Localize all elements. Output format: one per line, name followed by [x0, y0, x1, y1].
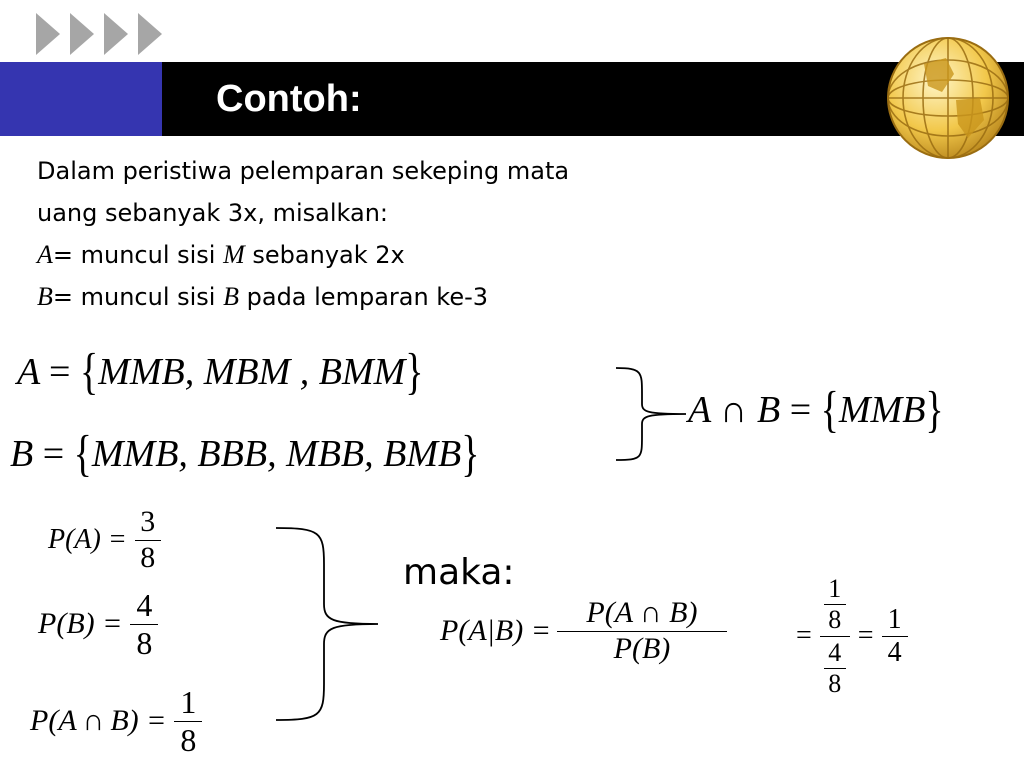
result-value [796, 574, 908, 699]
intersection-lhs-a: A [688, 389, 711, 431]
result-equals-1: = [796, 620, 812, 652]
right-brace-sets [612, 364, 688, 464]
intersection-symbol: ∩ [720, 389, 748, 431]
prob-b [38, 587, 158, 662]
complex-top-numerator: 1 [828, 574, 842, 603]
set-a-equation [17, 343, 424, 401]
prob-b-lhs: P(B) = [38, 607, 123, 641]
intersection-lhs-b: B [756, 389, 781, 431]
definition-a-symbol: M [223, 240, 245, 269]
conditional-numerator [586, 596, 697, 631]
final-numerator: 1 [887, 603, 902, 635]
set-a-close-brace: } [405, 343, 424, 401]
prob-a-lhs: P(A) = [48, 524, 127, 555]
prob-ab-numerator: 1 [180, 684, 197, 720]
chevron-right-icon [138, 13, 162, 55]
conditional-num-end: B) [669, 596, 698, 629]
intersection-elements: MMB [838, 389, 926, 431]
intro-line-2: uang sebanyak 3x, misalkan: [37, 199, 388, 227]
prob-ab-lhs-end: B) = [110, 704, 167, 738]
intersection-equation [688, 381, 944, 439]
complex-fraction [820, 574, 850, 699]
prob-a-fraction [135, 505, 161, 575]
definition-a-text-end: sebanyak 2x [244, 241, 405, 269]
conditional-prob [440, 596, 727, 666]
prob-b-numerator: 4 [136, 587, 153, 623]
intro-line-1: Dalam peristiwa pelemparan sekeping mata [37, 157, 570, 185]
intersection-open-brace: { [820, 381, 839, 439]
complex-top-denominator: 8 [828, 604, 842, 634]
chevron-right-icon [70, 13, 94, 55]
definition-a-text: = muncul sisi [52, 241, 224, 269]
slide-title: Contoh: [216, 78, 362, 120]
conditional-lhs: P(A|B) = [440, 614, 551, 647]
set-b-open-brace: { [73, 425, 92, 483]
set-b-elements: MMB, BBB, MBB, BMB [91, 433, 462, 475]
conditional-intersection: ∩ [640, 596, 662, 629]
set-b-lhs: B [10, 433, 34, 475]
prob-a-numerator: 3 [140, 505, 156, 538]
set-a-lhs: A [17, 351, 40, 393]
prob-a [48, 505, 161, 575]
prob-b-fraction [130, 587, 158, 662]
definition-b-text-end: pada lemparan ke-3 [239, 283, 489, 311]
set-b-equals: = [42, 433, 65, 475]
prob-ab-fraction [174, 684, 202, 759]
definition-a-variable: A [37, 240, 53, 269]
prob-ab-lhs-start: P(A [30, 704, 77, 738]
complex-bottom-fraction [824, 638, 846, 699]
complex-top-fraction [824, 574, 846, 635]
set-b-equation [10, 425, 480, 483]
set-a-open-brace: { [79, 343, 99, 401]
fraction-bar [820, 636, 850, 637]
accent-block [0, 62, 162, 136]
definition-b-symbol: B [223, 282, 239, 311]
definition-b-text: = muncul sisi [52, 283, 224, 311]
intersection-equals: = [789, 389, 812, 431]
set-b-close-brace: } [461, 425, 480, 483]
prob-b-denominator: 8 [136, 624, 153, 661]
chevron-right-icon [104, 13, 128, 55]
definition-b-variable: B [37, 282, 53, 311]
final-fraction [882, 604, 908, 669]
prob-a-and-b [30, 684, 202, 759]
complex-bottom-denominator: 8 [828, 668, 842, 698]
prob-a-denominator: 8 [140, 540, 156, 574]
conditional-num-start: P(A [586, 596, 633, 629]
complex-bottom-numerator: 4 [828, 637, 842, 667]
definition-a [37, 240, 405, 270]
result-equals-2: = [857, 620, 874, 652]
prob-ab-intersection: ∩ [82, 704, 105, 738]
conditional-fraction [557, 596, 727, 666]
intersection-close-brace: } [925, 381, 944, 439]
set-a-elements: MMB, MBM , BMM [98, 351, 406, 393]
prob-ab-denominator: 8 [180, 721, 197, 758]
definition-b [37, 282, 488, 312]
final-denominator: 4 [887, 636, 902, 668]
globe-icon [884, 34, 1012, 162]
set-a-equals: = [49, 351, 71, 393]
chevron-right-icon [36, 13, 60, 55]
conditional-denominator: P(B) [613, 631, 671, 665]
right-brace-probs [272, 524, 382, 724]
maka-label: maka: [403, 552, 515, 593]
